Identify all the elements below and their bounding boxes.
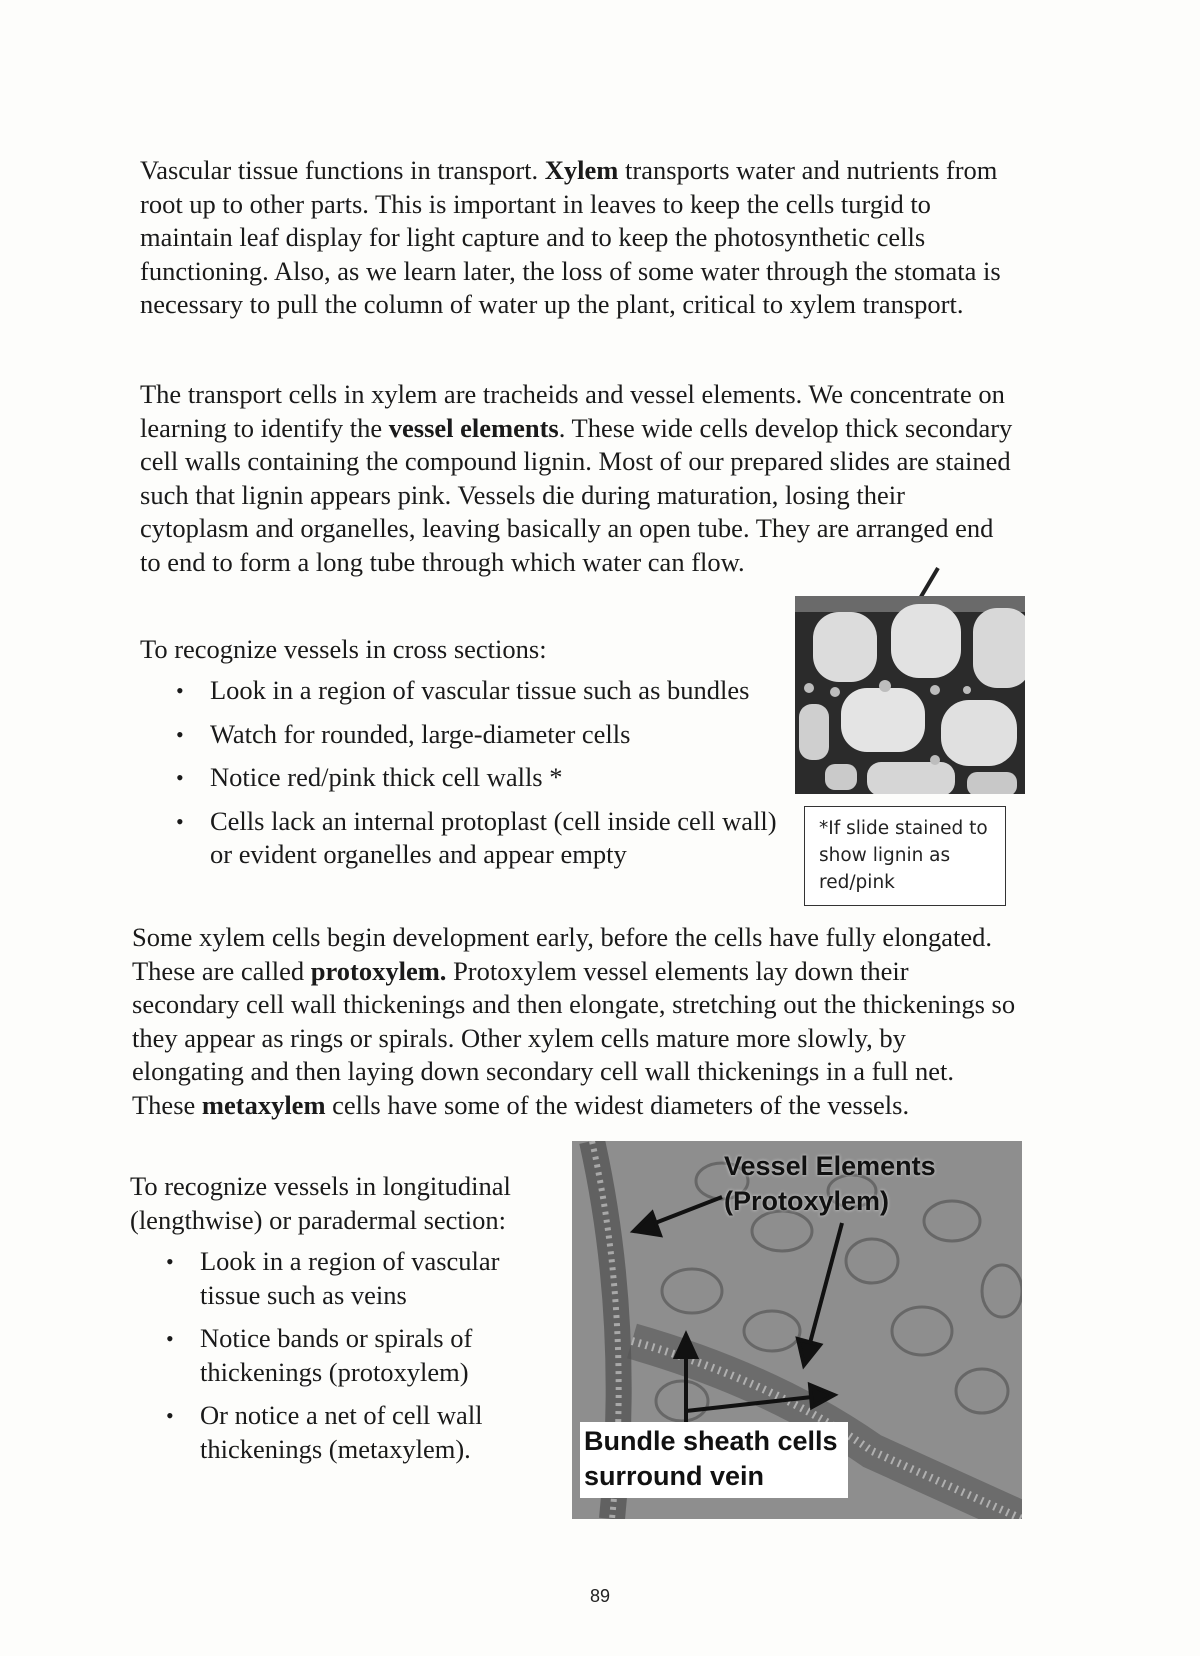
paragraph-xylem-function — [140, 154, 1020, 322]
cross-section-heading: To recognize vessels in cross sections: — [140, 634, 547, 664]
paragraph-protoxylem — [132, 921, 1020, 1122]
bold-term-vessel-elements: vessel elements — [388, 412, 559, 443]
longitudinal-list — [130, 1245, 550, 1476]
page-number: 89 — [589, 1586, 611, 1606]
list-item: • Look in a region of vascular tissue such as bundles — [140, 674, 780, 708]
text-span: transports water and nutrients from root up to other parts. This is important in leaves to keep the cells turgid to maintain leaf display for light capture and to keep the photosynthetic cells functioning. Also, as we learn later, the loss of some water through the stomata is necessary to pull the column of water up the plant, critical to xylem transport. — [140, 155, 1001, 319]
list-item: • Watch for rounded, large-diameter cells — [140, 718, 780, 752]
list-item: • Or notice a net of cell wall thickenings (metaxylem). — [130, 1399, 550, 1466]
longitudinal-heading: To recognize vessels in longitudinal (lengthwise) or paradermal section: — [130, 1171, 511, 1235]
text-span: cells have some of the widest diameters of the vessels. — [325, 1089, 910, 1120]
list-item: • Look in a region of vascular tissue such as veins — [130, 1245, 550, 1312]
list-item: • Notice red/pink thick cell walls * — [140, 761, 780, 795]
paragraph-transport-cells — [140, 378, 1020, 579]
text-span: . These wide cells develop thick secondary cell walls containing the compound lignin. Most of our prepared slides are stained such that lignin appears pink. Vessels die during maturation, losing their cytoplasm and organelles, leaving basically an open tube. They are arranged end to end to form a long tube through which water can flow. — [140, 412, 1013, 577]
text-span: The transport cells in xylem are tracheids and vessel elements. We concentrate on learning to identify the — [140, 379, 1005, 443]
micrograph-longitudinal — [572, 1141, 1022, 1519]
text-span: Protoxylem vessel elements lay down their secondary cell wall thickenings and then elongate, stretching out the thickenings so they appear as rings or spirals. Other xylem cells mature more slowly, by elongating and then laying down secondary cell wall thickenings in a full net. These — [132, 955, 1016, 1120]
list-item: • Notice bands or spirals of thickenings (protoxylem) — [130, 1322, 550, 1389]
caption-box: *If slide stained to show lignin as red/pink — [804, 806, 1006, 906]
text-span: Some xylem cells begin development early, before the cells have fully elongated. These are called — [132, 922, 992, 986]
bold-term-protoxylem: protoxylem. — [310, 955, 447, 986]
cross-section-list — [140, 674, 780, 882]
micrograph-cross-section — [795, 596, 1025, 794]
label-bundle-sheath: Bundle sheath cells surround vein — [580, 1422, 848, 1498]
bold-term-xylem: Xylem — [544, 155, 619, 185]
label-vessel-elements: Vessel Elements (Protoxylem) — [724, 1151, 936, 1216]
vessel-cells-image — [795, 596, 1025, 794]
text-span: Vascular tissue functions in transport. — [140, 155, 545, 185]
list-item: • Cells lack an internal protoplast (cell inside cell wall) or evident organelles and appear empty — [140, 805, 780, 872]
bold-term-metaxylem: metaxylem — [201, 1089, 326, 1120]
